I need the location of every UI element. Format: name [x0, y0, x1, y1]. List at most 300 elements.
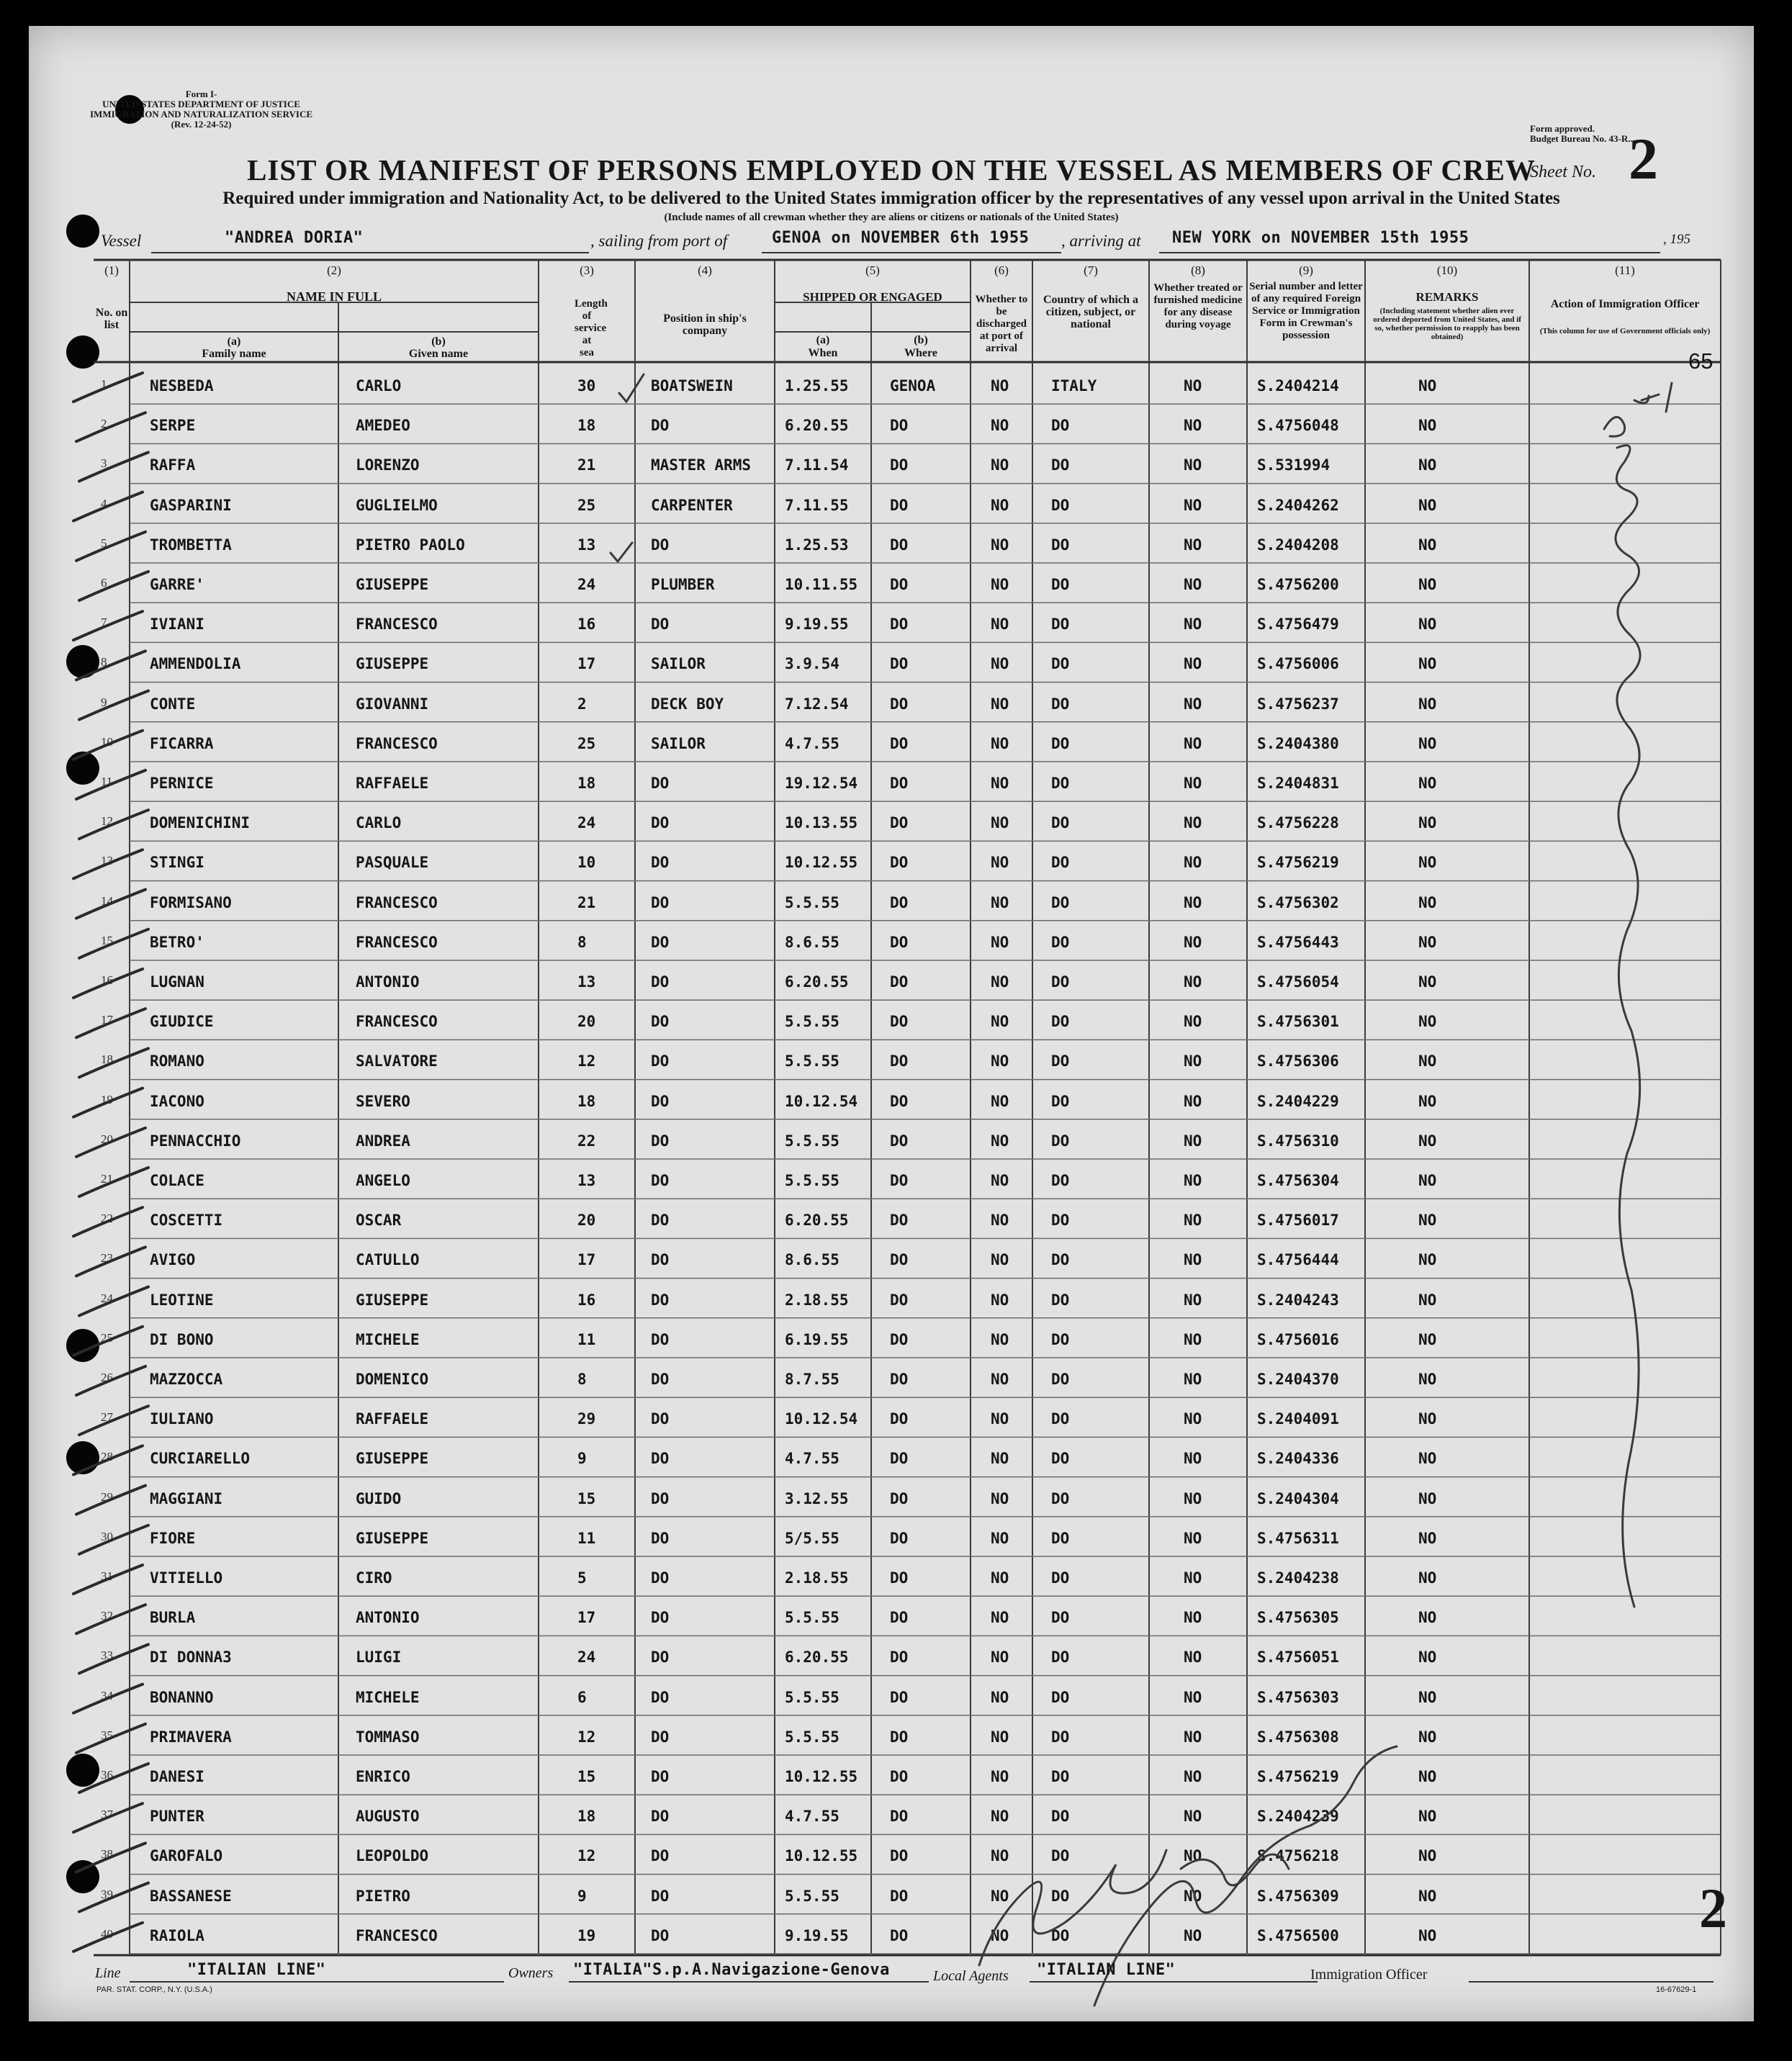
cell-medicine: NO [1184, 1489, 1202, 1507]
col-number: (6) [994, 263, 1009, 277]
cell-discharged: NO [991, 1489, 1009, 1507]
cell-discharged: NO [991, 1013, 1009, 1031]
cell-family: BURLA [150, 1609, 196, 1627]
cell-medicine: NO [1184, 1569, 1202, 1587]
row-number: 20 [101, 1132, 113, 1146]
cell-remarks: NO [1418, 417, 1437, 435]
cell-remarks: NO [1418, 1212, 1437, 1230]
cell-given: CIRO [356, 1569, 392, 1587]
cell-remarks: NO [1418, 1291, 1437, 1309]
row-number: 22 [101, 1212, 113, 1226]
cell-position: DO [651, 417, 670, 435]
cell-given: AUGUSTO [356, 1808, 420, 1826]
cell-medicine: NO [1184, 1529, 1202, 1547]
cell-where: DO [890, 655, 909, 673]
cell-serial: S.2404214 [1257, 377, 1339, 394]
cell-medicine: NO [1184, 1052, 1202, 1070]
tally-slash [76, 1366, 145, 1395]
header-length: Length of service at sea [575, 298, 608, 358]
cell-family: MAZZOCCA [150, 1371, 223, 1388]
row-number: 17 [101, 1013, 113, 1027]
cell-when: 4.7.55 [785, 1450, 839, 1468]
cell-where: DO [890, 1450, 909, 1468]
cell-where: DO [890, 1768, 909, 1785]
cell-family: NESBEDA [150, 377, 214, 394]
col-number: (5) [865, 263, 880, 277]
cell-position: DO [651, 1212, 670, 1230]
cell-given: FRANCESCO [356, 1926, 438, 1944]
cell-position: DO [651, 536, 670, 554]
cell-discharged: NO [991, 1330, 1009, 1348]
row-number: 29 [101, 1489, 113, 1504]
col-number: (8) [1191, 263, 1205, 277]
cell-position: DECK BOY [651, 695, 724, 713]
tally-slash [73, 849, 143, 878]
cell-when: 5.5.55 [785, 1132, 839, 1150]
cell-remarks: NO [1418, 854, 1437, 872]
cell-when: 2.18.55 [785, 1569, 849, 1587]
cell-where: DO [890, 576, 909, 593]
col-number: (7) [1084, 263, 1098, 277]
row-number: 19 [101, 1092, 113, 1106]
cell-medicine: NO [1184, 775, 1202, 792]
row-number: 33 [101, 1649, 113, 1663]
cell-where: DO [890, 456, 909, 474]
cell-length: 17 [577, 1609, 596, 1627]
cell-position: DO [651, 1450, 670, 1468]
header-where: Where [904, 347, 937, 359]
cell-country: DO [1051, 734, 1070, 752]
tally-slash [73, 1207, 143, 1236]
include-note: (Include names of all crewman whether they are aliens or citizens or nationals of the United States) [664, 212, 1119, 223]
row-number: 9 [101, 695, 107, 709]
cell-medicine: NO [1184, 1212, 1202, 1230]
tally-slash [76, 1128, 145, 1157]
cell-where: DO [890, 536, 909, 554]
cell-given: DOMENICO [356, 1371, 429, 1388]
cell-when: 5.5.55 [785, 1172, 839, 1189]
cell-medicine: NO [1184, 456, 1202, 474]
row-number: 25 [101, 1330, 113, 1345]
cell-family: DI DONNA3 [150, 1649, 232, 1667]
cell-country: DO [1051, 1092, 1070, 1110]
cell-discharged: NO [991, 1132, 1009, 1150]
cell-where: DO [890, 1410, 909, 1428]
cell-serial: S.2404380 [1257, 734, 1339, 752]
cell-discharged: NO [991, 1926, 1009, 1944]
cell-remarks: NO [1418, 1569, 1437, 1587]
form-approved: Form approved. [1530, 123, 1595, 134]
cell-discharged: NO [991, 456, 1009, 474]
cell-given: FRANCESCO [356, 893, 438, 911]
cell-country: DO [1051, 1569, 1070, 1587]
row-number: 16 [101, 973, 113, 987]
cell-where: DO [890, 1092, 909, 1110]
cell-where: DO [890, 893, 909, 911]
row-number: 32 [101, 1609, 113, 1623]
row-number: 36 [101, 1768, 113, 1782]
cell-length: 21 [577, 456, 596, 474]
cell-position: DO [651, 1529, 670, 1547]
cell-remarks: NO [1418, 1808, 1437, 1826]
cell-remarks: NO [1418, 655, 1437, 673]
row-number: 10 [101, 734, 113, 749]
cell-given: GUIDO [356, 1489, 402, 1507]
cell-length: 24 [577, 576, 596, 593]
cell-given: FRANCESCO [356, 933, 438, 951]
cell-position: DO [651, 1013, 670, 1031]
cell-given: FRANCESCO [356, 615, 438, 633]
row-number: 34 [101, 1688, 113, 1703]
tally-slash [73, 373, 143, 402]
cell-country: DO [1051, 1410, 1070, 1428]
cell-position: DO [651, 854, 670, 872]
tally-slash [79, 929, 148, 958]
cell-serial: S.4756016 [1257, 1330, 1339, 1348]
tally-slash [73, 1565, 143, 1594]
header-medicine: Whether treated or furnished medicine for any disease during voyage [1153, 282, 1243, 330]
cell-discharged: NO [991, 1688, 1009, 1706]
cell-given: CARLO [356, 814, 402, 832]
row-number: 40 [101, 1926, 113, 1941]
cell-country: DO [1051, 456, 1070, 474]
cell-remarks: NO [1418, 1609, 1437, 1627]
cell-family: LUGNAN [150, 973, 204, 991]
cell-position: DO [651, 1489, 670, 1507]
cell-family: PRIMAVERA [150, 1728, 232, 1746]
header-remarks: REMARKS [1415, 290, 1479, 304]
cell-given: CATULLO [356, 1251, 420, 1269]
agents-underline [1030, 1981, 1318, 1983]
cell-length: 29 [577, 1410, 596, 1428]
cell-discharged: NO [991, 1092, 1009, 1110]
cell-length: 18 [577, 775, 596, 792]
header-remarks-note: (Including statement whether alien ever ordered deported from United States, and if so, whether permission to reapply has been obtained) [1373, 307, 1521, 341]
cell-where: DO [890, 1926, 909, 1944]
cell-remarks: NO [1418, 1728, 1437, 1746]
cell-family: FORMISANO [150, 893, 232, 911]
cell-given: MICHELE [356, 1688, 420, 1706]
cell-country: DO [1051, 1212, 1070, 1230]
tally-slash [73, 1685, 143, 1713]
cell-when: 2.18.55 [785, 1291, 849, 1309]
tally-slash [73, 1088, 143, 1117]
row-number: 38 [101, 1847, 113, 1862]
printer-credit: PAR. STAT. CORP., N.Y. (U.S.A.) [96, 1985, 212, 1994]
cell-medicine: NO [1184, 1172, 1202, 1189]
cell-length: 9 [577, 1450, 587, 1468]
cell-remarks: NO [1418, 615, 1437, 633]
cell-serial: S.2404238 [1257, 1569, 1339, 1587]
row5-check [611, 543, 632, 562]
header-given-name: Given name [408, 348, 469, 360]
cell-family: TROMBETTA [150, 536, 232, 554]
cell-given: ANGELO [356, 1172, 410, 1189]
cell-discharged: NO [991, 1529, 1009, 1547]
cell-medicine: NO [1184, 814, 1202, 832]
cell-remarks: NO [1418, 576, 1437, 593]
header-action-note: (This column for use of Government officials only) [1539, 327, 1711, 335]
cell-country: DO [1051, 536, 1070, 554]
cell-position: PLUMBER [651, 576, 715, 593]
col-number: (2) [327, 263, 341, 277]
cell-where: DO [890, 1212, 909, 1230]
cell-length: 10 [577, 854, 596, 872]
tally-slash [73, 1923, 143, 1952]
agents-label: Local Agents [933, 1968, 1009, 1984]
cell-serial: S.4756200 [1257, 576, 1339, 593]
tally-slash [79, 1644, 148, 1673]
cell-where: DO [890, 615, 909, 633]
cell-country: DO [1051, 1330, 1070, 1348]
header-family-name: Family name [202, 348, 266, 360]
row-number: 18 [101, 1052, 113, 1067]
vessel-label: Vessel [101, 232, 142, 250]
cell-medicine: NO [1184, 1887, 1202, 1905]
col-number: (9) [1299, 263, 1313, 277]
cell-discharged: NO [991, 933, 1009, 951]
col-number: (1) [104, 263, 119, 277]
cell-country: DO [1051, 1013, 1070, 1031]
cell-where: DO [890, 1569, 909, 1587]
cell-position: MASTER ARMS [651, 456, 752, 474]
cell-remarks: NO [1418, 775, 1437, 792]
row-number: 27 [101, 1410, 113, 1425]
cell-serial: S.4756006 [1257, 655, 1339, 673]
cell-remarks: NO [1418, 1649, 1437, 1667]
cell-length: 13 [577, 973, 596, 991]
cell-where: DO [890, 1728, 909, 1746]
cell-family: BONANNO [150, 1688, 214, 1706]
tally-slash [76, 1247, 145, 1276]
cell-country: DO [1051, 854, 1070, 872]
cell-medicine: NO [1184, 1291, 1202, 1309]
row-number: 11 [101, 775, 113, 788]
cell-position: DO [651, 1172, 670, 1189]
cell-when: 8.7.55 [785, 1371, 839, 1388]
cell-discharged: NO [991, 1410, 1009, 1428]
cell-given: RAFFAELE [356, 1410, 429, 1428]
cell-discharged: NO [991, 1569, 1009, 1587]
cell-position: DO [651, 1132, 670, 1150]
cell-position: DO [651, 1092, 670, 1110]
cell-medicine: NO [1184, 1728, 1202, 1746]
cell-when: 5.5.55 [785, 1609, 839, 1627]
cell-given: FRANCESCO [356, 1013, 438, 1031]
cell-when: 6.20.55 [785, 973, 849, 991]
cell-discharged: NO [991, 655, 1009, 673]
cell-remarks: NO [1418, 1887, 1437, 1905]
row-number: 3 [101, 456, 107, 471]
cell-length: 21 [577, 893, 596, 911]
cell-when: 10.11.55 [785, 576, 858, 593]
cell-position: DO [651, 973, 670, 991]
header-action: Action of Immigration Officer [1550, 298, 1700, 310]
cell-serial: S.4756048 [1257, 417, 1339, 435]
row-number: 7 [101, 615, 107, 630]
cell-medicine: NO [1184, 734, 1202, 752]
cell-given: GIUSEPPE [356, 1291, 429, 1309]
cell-remarks: NO [1418, 695, 1437, 713]
cell-where: DO [890, 1052, 909, 1070]
owners-label: Owners [508, 1965, 554, 1981]
cell-medicine: NO [1184, 1649, 1202, 1667]
cell-when: 10.12.54 [785, 1092, 858, 1110]
cell-length: 8 [577, 1371, 587, 1388]
cell-where: DO [890, 1887, 909, 1905]
tally-slash [73, 731, 143, 759]
cell-remarks: NO [1418, 1688, 1437, 1706]
cell-country: DO [1051, 1768, 1070, 1785]
owners-underline [569, 1981, 929, 1983]
col-number: (3) [580, 263, 594, 277]
cell-when: 7.12.54 [785, 695, 849, 713]
cell-length: 6 [577, 1688, 587, 1706]
cell-discharged: NO [991, 973, 1009, 991]
tally-slash [79, 572, 148, 600]
cell-remarks: NO [1418, 933, 1437, 951]
cell-discharged: NO [991, 734, 1009, 752]
header-when-a: (a) [816, 334, 830, 346]
cell-when: 10.12.55 [785, 854, 858, 872]
cell-serial: S.531994 [1257, 456, 1331, 474]
tally-slash [76, 532, 145, 561]
cell-country: DO [1051, 1887, 1070, 1905]
cell-country: DO [1051, 1609, 1070, 1627]
cell-given: LORENZO [356, 456, 420, 474]
tally-slash [73, 611, 143, 640]
cell-serial: S.2404336 [1257, 1450, 1339, 1468]
cell-given: SALVATORE [356, 1052, 438, 1070]
row-number: 14 [101, 893, 113, 908]
cell-country: DO [1051, 655, 1070, 673]
cell-serial: S.2404091 [1257, 1410, 1339, 1428]
cell-remarks: NO [1418, 1847, 1437, 1865]
cell-remarks: NO [1418, 496, 1437, 514]
cell-length: 13 [577, 1172, 596, 1189]
cell-discharged: NO [991, 536, 1009, 554]
cell-length: 18 [577, 1808, 596, 1826]
cell-where: DO [890, 1649, 909, 1667]
cell-family: MAGGIANI [150, 1489, 223, 1507]
cell-family: BASSANESE [150, 1887, 232, 1905]
cell-remarks: NO [1418, 814, 1437, 832]
cell-discharged: NO [991, 775, 1009, 792]
cell-country: DO [1051, 1728, 1070, 1746]
cell-length: 12 [577, 1728, 596, 1746]
cell-where: DO [890, 1013, 909, 1031]
cell-family: GIUDICE [150, 1013, 214, 1031]
cell-family: PUNTER [150, 1808, 204, 1826]
cell-serial: S.4756309 [1257, 1887, 1339, 1905]
cell-given: MICHELE [356, 1330, 420, 1348]
corner-number: 65 [1688, 348, 1714, 374]
cell-when: 5.5.55 [785, 893, 839, 911]
cell-where: DO [890, 734, 909, 752]
cell-family: BETRO' [150, 933, 204, 951]
cell-given: CARLO [356, 377, 402, 394]
cell-discharged: NO [991, 615, 1009, 633]
cell-when: 10.13.55 [785, 814, 858, 832]
cell-where: DO [890, 1609, 909, 1627]
cell-when: 7.11.54 [785, 456, 849, 474]
tally-slash [79, 1764, 148, 1792]
cell-medicine: NO [1184, 1132, 1202, 1150]
row-number: 2 [101, 417, 107, 431]
cell-given: ANTONIO [356, 1609, 420, 1627]
cell-given: LUIGI [356, 1649, 402, 1667]
cell-remarks: NO [1418, 1132, 1437, 1150]
cell-discharged: NO [991, 893, 1009, 911]
cell-position: DO [651, 1052, 670, 1070]
cell-discharged: NO [991, 695, 1009, 713]
cell-family: IACONO [150, 1092, 204, 1110]
cell-length: 25 [577, 496, 596, 514]
bottom-sheet-number: 2 [1699, 1877, 1727, 1939]
cell-discharged: NO [991, 1768, 1009, 1785]
cell-country: DO [1051, 615, 1070, 633]
cell-when: 7.11.55 [785, 496, 849, 514]
cell-medicine: NO [1184, 1768, 1202, 1785]
cell-country: DO [1051, 1132, 1070, 1150]
tally-slash [79, 691, 148, 720]
tally-slash [76, 1724, 145, 1753]
cell-when: 5.5.55 [785, 1013, 839, 1031]
cell-length: 15 [577, 1489, 596, 1507]
cell-length: 19 [577, 1926, 596, 1944]
cell-when: 10.12.55 [785, 1768, 858, 1785]
cell-medicine: NO [1184, 1808, 1202, 1826]
cell-country: DO [1051, 1847, 1070, 1865]
cell-length: 5 [577, 1569, 587, 1587]
cell-when: 8.6.55 [785, 933, 839, 951]
cell-discharged: NO [991, 1808, 1009, 1826]
cell-country: DO [1051, 1172, 1070, 1189]
tally-slash [79, 1168, 148, 1196]
cell-where: DO [890, 1808, 909, 1826]
year-suffix: , 195 [1663, 232, 1690, 247]
cell-when: 5.5.55 [785, 1052, 839, 1070]
cell-where: DO [890, 814, 909, 832]
cell-family: DOMENICHINI [150, 814, 251, 832]
header-serial: Serial number and letter of any required Foreign Service or Immigration Form in Crewman's possession [1249, 281, 1363, 341]
cell-where: DO [890, 1489, 909, 1507]
row-number: 30 [101, 1529, 113, 1543]
cell-length: 2 [577, 695, 587, 713]
cell-country: DO [1051, 1926, 1070, 1944]
tally-slash [76, 412, 145, 441]
cell-serial: S.2404262 [1257, 496, 1339, 514]
cell-family: LEOTINE [150, 1291, 214, 1309]
cell-medicine: NO [1184, 655, 1202, 673]
row-number: 6 [101, 576, 107, 590]
cell-medicine: NO [1184, 496, 1202, 514]
cell-discharged: NO [991, 1450, 1009, 1468]
cell-given: SEVERO [356, 1092, 410, 1110]
cell-country: DO [1051, 1371, 1070, 1388]
cell-remarks: NO [1418, 1013, 1437, 1031]
col-number: (4) [698, 263, 712, 277]
cell-where: DO [890, 854, 909, 872]
cell-serial: S.4756302 [1257, 893, 1339, 911]
cell-length: 20 [577, 1013, 596, 1031]
cell-where: DO [890, 973, 909, 991]
cell-position: DO [651, 1609, 670, 1627]
cell-when: 5/5.55 [785, 1529, 839, 1547]
cell-length: 12 [577, 1847, 596, 1865]
cell-length: 24 [577, 1649, 596, 1667]
header-name-in-full: NAME IN FULL [286, 289, 382, 304]
